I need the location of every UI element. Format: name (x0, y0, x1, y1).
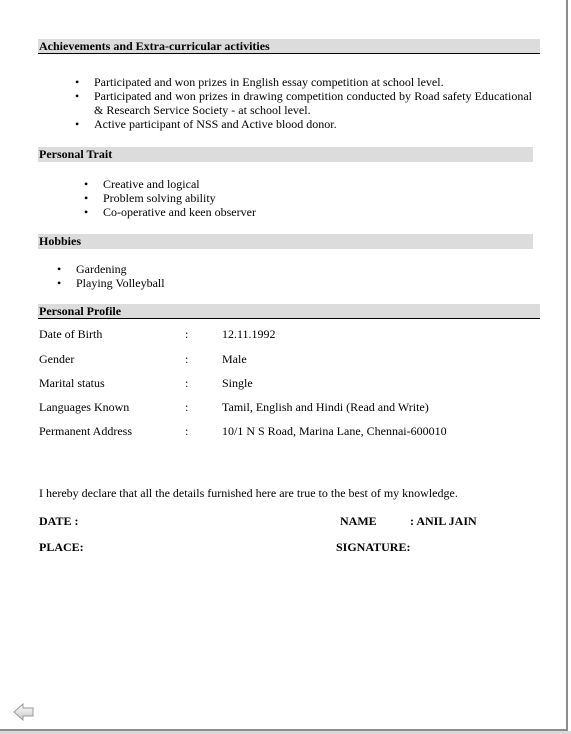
achievements-heading: Achievements and Extra-curricular activities (38, 39, 540, 54)
list-item: • Creative and logical (103, 177, 503, 191)
personal-profile-heading: Personal Profile (38, 304, 540, 319)
back-arrow-icon[interactable] (13, 703, 35, 726)
profile-value: 12.11.1992 (222, 327, 276, 341)
place-label: PLACE: (39, 540, 84, 554)
personal-trait-heading: Personal Trait (38, 147, 533, 162)
profile-label: Date of Birth (39, 327, 103, 341)
profile-row-marital-status (39, 376, 539, 390)
personal-trait-list (103, 177, 503, 219)
profile-value: Male (222, 352, 247, 366)
profile-row-dob (39, 327, 539, 341)
profile-label: Marital status (39, 376, 105, 390)
date-label: DATE : (39, 514, 79, 528)
profile-row-address (39, 424, 539, 438)
profile-separator: : (185, 424, 189, 438)
profile-value: 10/1 N S Road, Marina Lane, Chennai-600010 (222, 424, 447, 438)
hobbies-heading: Hobbies (38, 234, 533, 249)
profile-separator: : (185, 327, 189, 341)
declaration-text: I hereby declare that all the details furnished here are true to the best of my knowledge. (39, 486, 458, 500)
profile-row-gender (39, 352, 539, 366)
profile-separator: : (185, 352, 189, 366)
list-item: • Problem solving ability (103, 191, 503, 205)
list-item: • Participated and won prizes in drawing competition conducted by Road safety Educational & Research Service Society - at school level. (94, 89, 532, 117)
signature-label: SIGNATURE: (336, 540, 411, 554)
profile-label: Languages Known (39, 400, 130, 414)
profile-row-languages (39, 400, 539, 414)
hobbies-list (76, 262, 476, 290)
profile-label: Gender (39, 352, 75, 366)
name-value: : ANIL JAIN (410, 514, 477, 528)
profile-value: Single (222, 376, 253, 390)
name-label: NAME (340, 514, 377, 528)
list-item: • Co-operative and keen observer (103, 205, 503, 219)
achievements-list (94, 75, 532, 131)
list-item: • Participated and won prizes in English essay competition at school level. (94, 75, 532, 89)
profile-separator: : (185, 400, 189, 414)
profile-label: Permanent Address (39, 424, 132, 438)
profile-separator: : (185, 376, 189, 390)
list-item: • Active participant of NSS and Active blood donor. (94, 117, 532, 131)
list-item: • Gardening (76, 262, 476, 276)
list-item: • Playing Volleyball (76, 276, 476, 290)
profile-value: Tamil, English and Hindi (Read and Write) (222, 400, 429, 414)
